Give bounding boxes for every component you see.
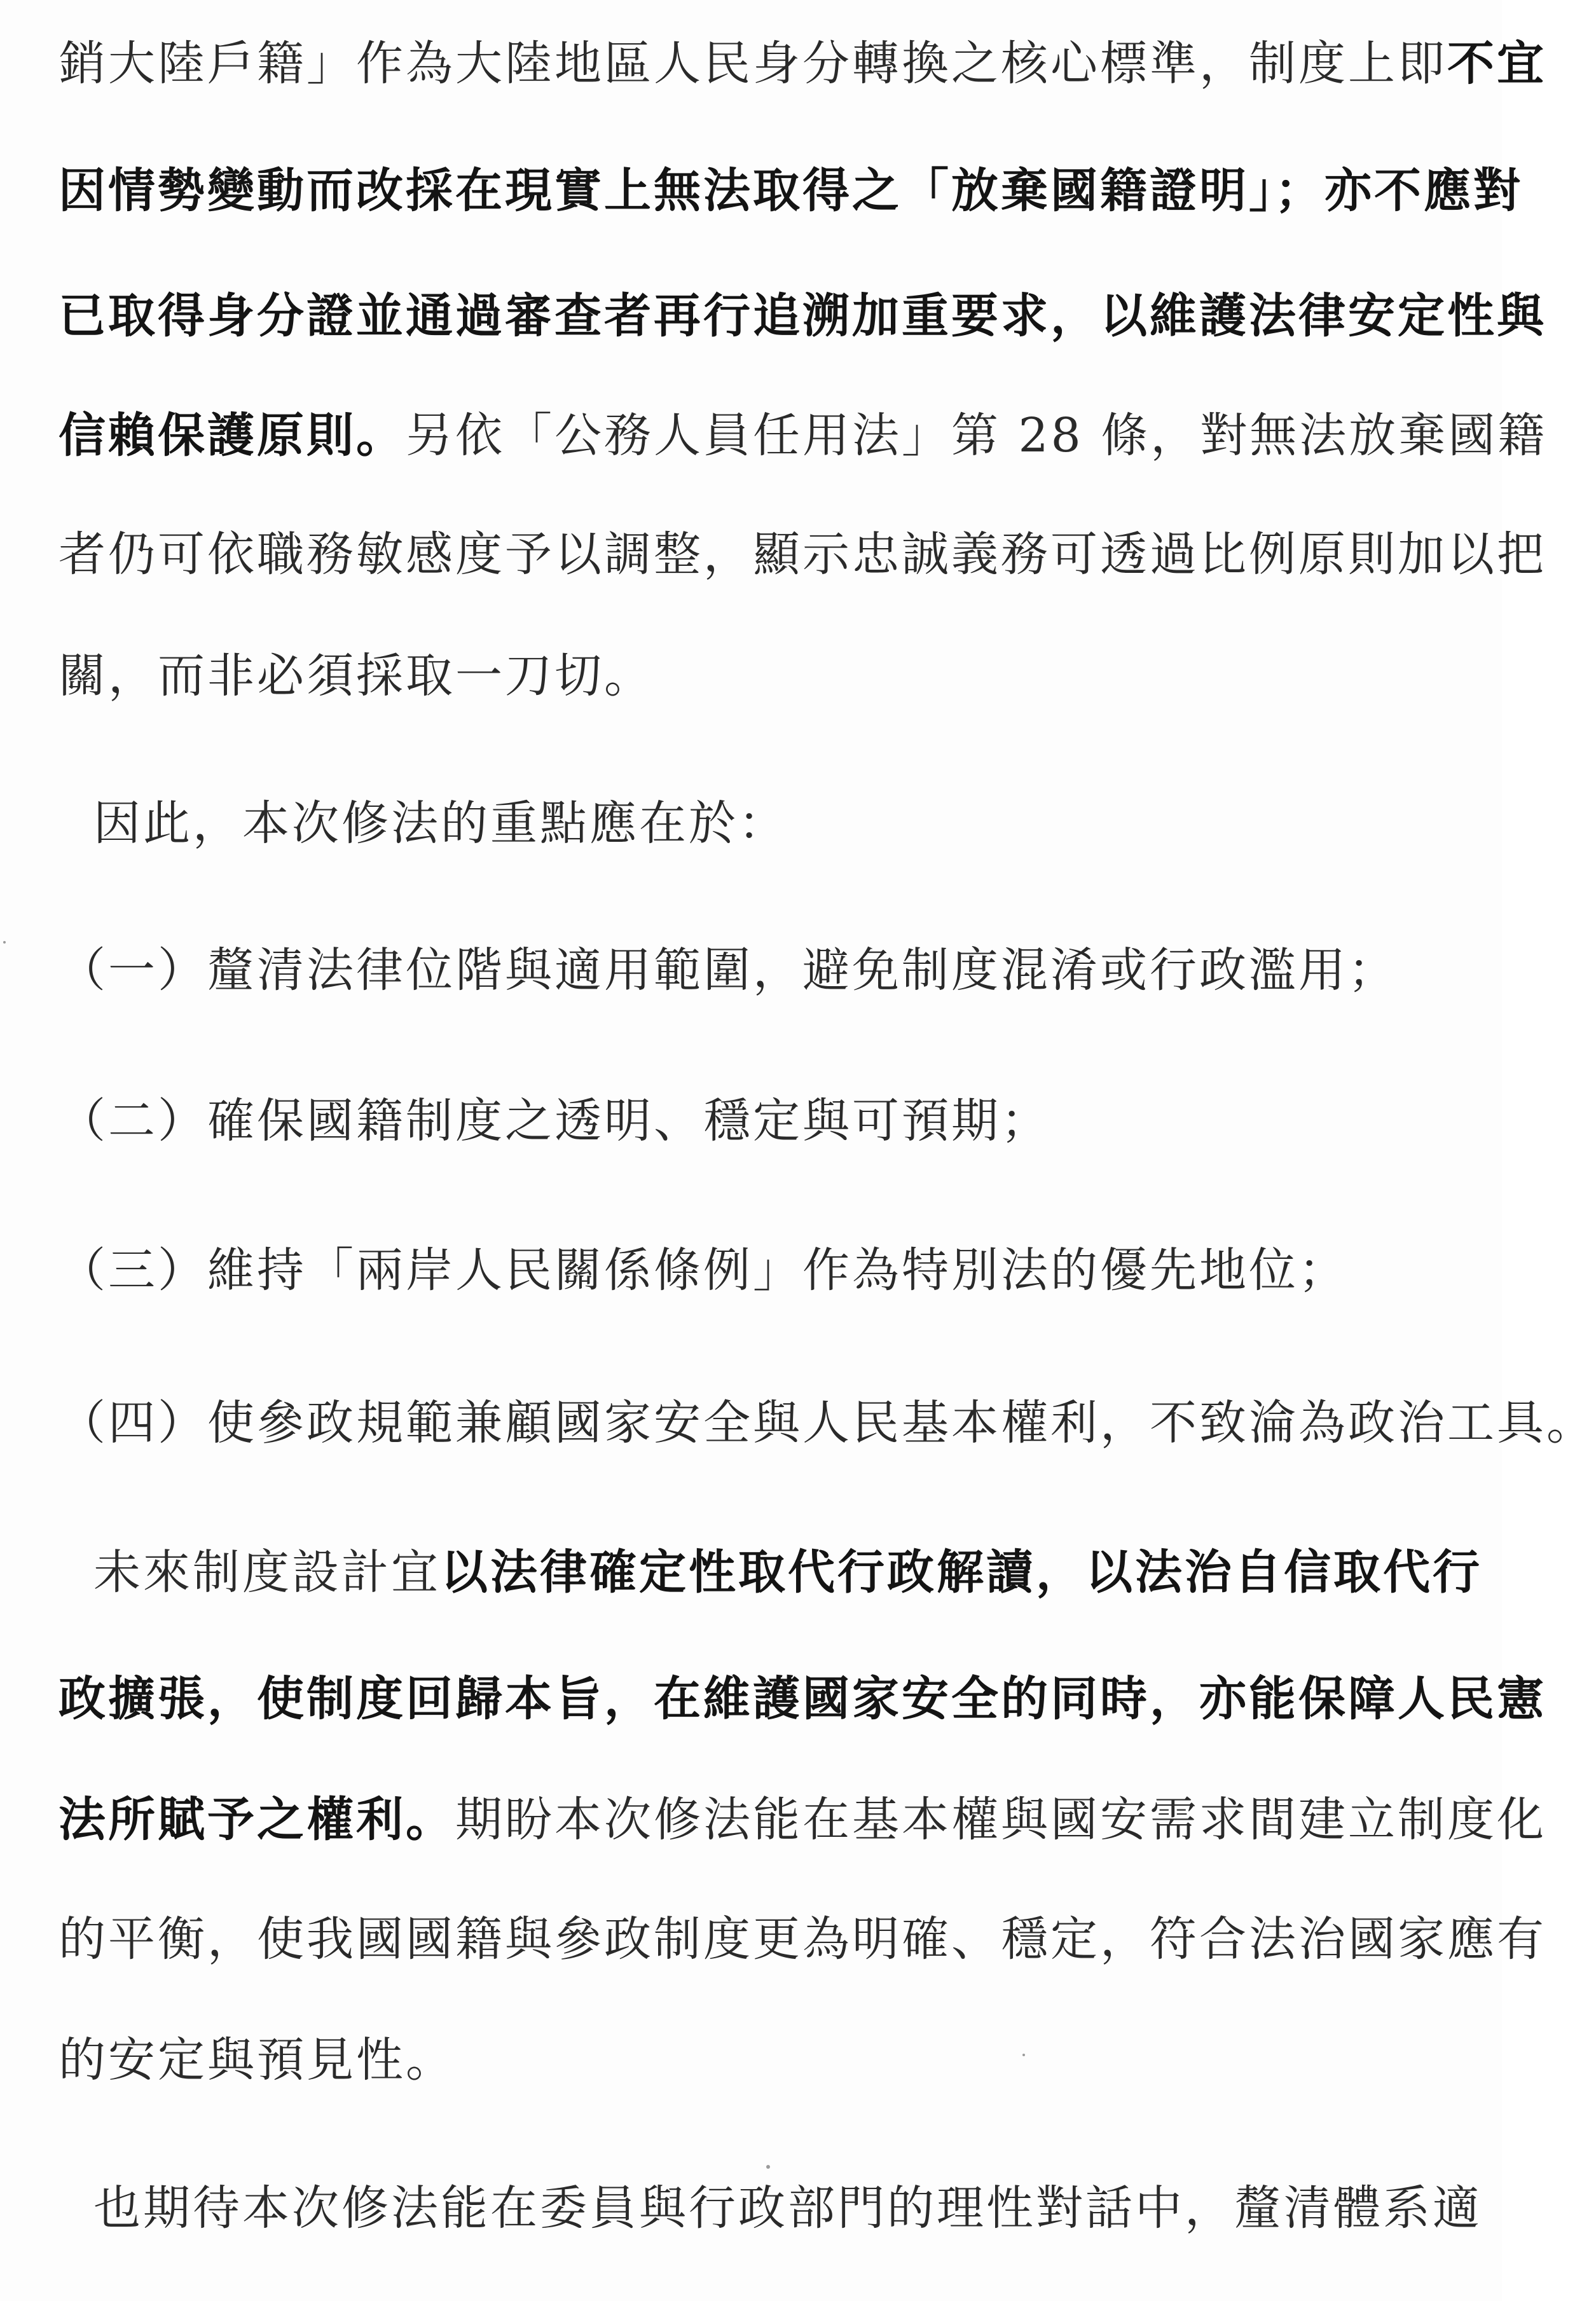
list-item-2: [58, 1083, 1476, 1159]
text-run-bold: 不宜: [1447, 36, 1546, 91]
text-run: （一）釐清法律位階與適用範圍，避免制度混淆或行政濫用；: [58, 943, 1398, 998]
text-line-13: [58, 1661, 1546, 1737]
text-line-2: [58, 153, 1523, 229]
text-line-14: [58, 1782, 1546, 1858]
text-run: （三）維持「兩岸人民關係條例」作為特別法的優先地位；: [58, 1243, 1348, 1298]
text-run-bold: 信賴保護原則。: [58, 408, 406, 463]
text-line-1: [58, 25, 1546, 102]
text-line-4: [58, 397, 1548, 474]
text-run: 的安定與預見性。: [58, 2033, 455, 2087]
text-line-6: [58, 638, 1476, 714]
text-line-16: [58, 2022, 1476, 2098]
text-line-17: [58, 2170, 1483, 2246]
text-run-bold: 因情勢變動而改採在現實上無法取得之「放棄國籍證明」；亦不應對: [58, 163, 1523, 218]
text-line-15: [58, 1901, 1546, 1977]
text-run: 者仍可依職務敏感度予以調整，顯示忠誠義務可透過比例原則加以把: [58, 527, 1546, 582]
scan-speck: [766, 2165, 770, 2169]
scan-speck: [3, 941, 6, 944]
text-line-7: [58, 785, 1476, 862]
text-run: （二）確保國籍制度之透明、穩定與可預期；: [58, 1094, 1050, 1148]
text-line-5: [58, 516, 1546, 593]
text-run: 另依「公務人員任用法」第 28 條，對無法放棄國籍: [406, 408, 1548, 463]
list-item-1: [58, 932, 1476, 1008]
list-item-4: [58, 1385, 1596, 1461]
list-item-3: [58, 1232, 1476, 1308]
text-run: 也期待本次修法能在委員與行政部門的理性對話中，釐清體系適: [58, 2181, 1483, 2236]
text-run: 關，而非必須採取一刀切。: [58, 649, 654, 703]
text-run-bold: 已取得身分證並通過審查者再行追溯加重要求，以維護法律安定性與: [58, 289, 1546, 343]
text-run: （四）使參政規範兼顧國家安全與人民基本權利，不致淪為政治工具。: [58, 1396, 1596, 1450]
text-run: 銷大陸戶籍」作為大陸地區人民身分轉換之核心標準，制度上即: [58, 36, 1447, 91]
text-run-bold: 政擴張，使制度回歸本旨，在維護國家安全的同時，亦能保障人民憲: [58, 1672, 1546, 1726]
text-line-3: [58, 278, 1546, 354]
text-run-bold: 以法律確定性取代行政解讀，以法治自信取代行: [441, 1545, 1483, 1600]
text-run: 因此，本次修法的重點應在於：: [58, 796, 788, 851]
text-run: 未來制度設計宜: [58, 1545, 441, 1600]
text-run-bold: 法所賦予之權利。: [58, 1792, 455, 1847]
text-line-12: [58, 1534, 1483, 1611]
scan-speck: [1022, 2054, 1025, 2056]
text-run: 的平衡，使我國國籍與參政制度更為明確、穩定，符合法治國家應有: [58, 1912, 1546, 1967]
text-run: 期盼本次修法能在基本權與國安需求間建立制度化: [455, 1792, 1546, 1847]
